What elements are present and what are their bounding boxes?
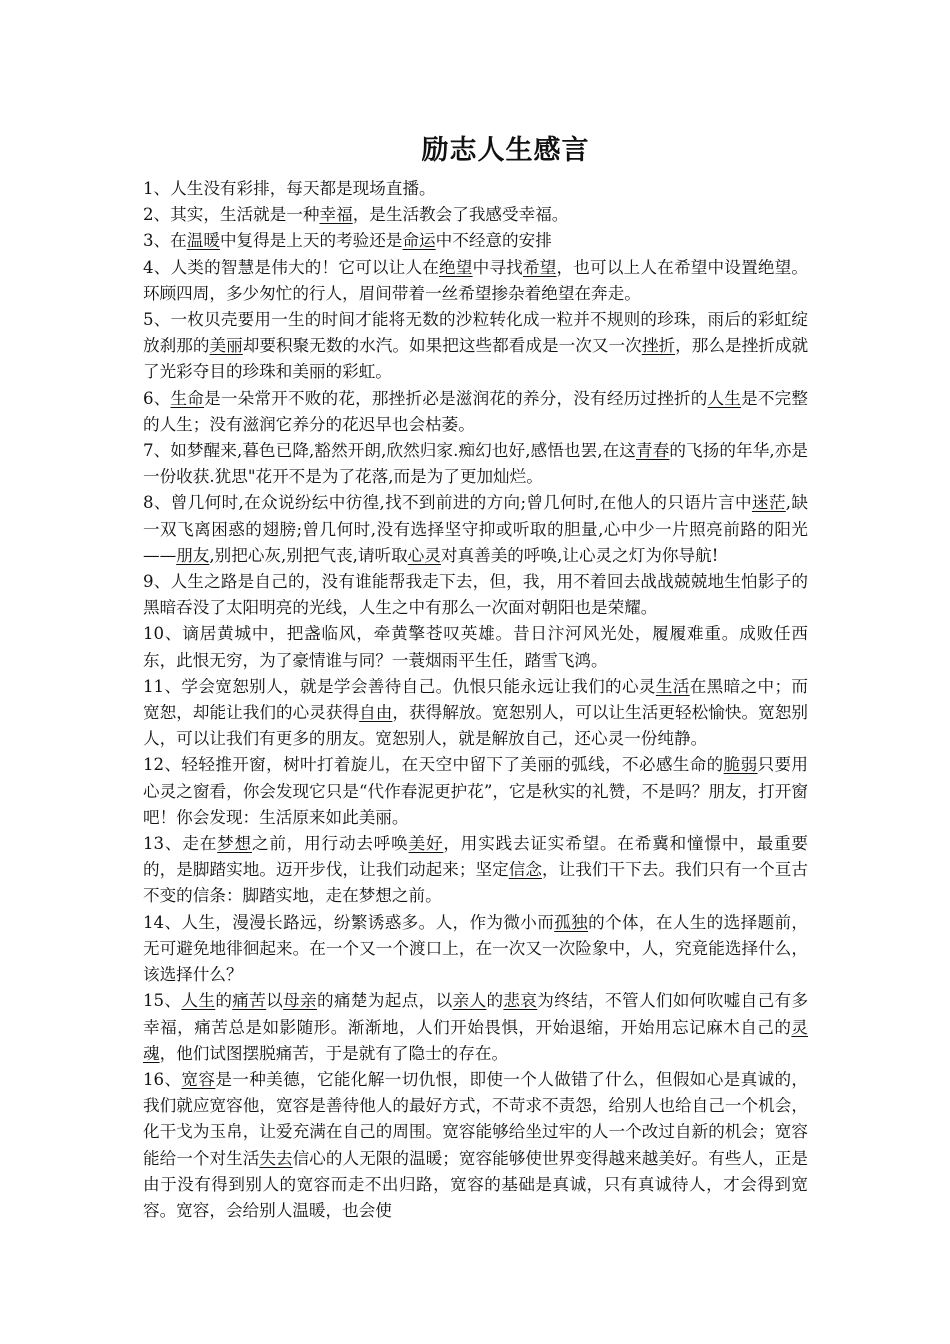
- hyperlink-word[interactable]: 自由: [359, 703, 393, 723]
- hyperlink-word[interactable]: 美丽: [209, 336, 243, 356]
- paragraph-text: 以: [266, 991, 284, 1011]
- paragraph-text: 1、人生没有彩排，每天都是现场直播。: [143, 179, 436, 198]
- paragraph-text: 7、如梦醒来,暮色已降,豁然开朗,欣然归家.痴幻也好,感悟也罢,在这: [143, 441, 636, 461]
- document-page: [143, 128, 808, 1224]
- paragraph-text: 13、走在: [143, 834, 218, 854]
- paragraph-text: 是一种美德，它能化解一切仇恨，即使一个人做错了什么，但假如心是真诚的，我们就应宽容他，宽容是善待他人的最好方式，不苛求不责怨，给别人也给自己一个机会，化干戈为玉帛，让爱充满在自己的周围。宽容能够给坐过牢的人一个改过自新的机会；宽容能给一个对生活: [143, 1069, 809, 1168]
- hyperlink-word[interactable]: 信念: [508, 860, 543, 880]
- quote-paragraph: [143, 621, 808, 673]
- hyperlink-word[interactable]: 生活: [655, 676, 690, 696]
- quote-paragraph: [143, 228, 808, 254]
- paragraph-text: ，那么是挫折成就了光彩夺目的珍珠和美丽的彩虹。: [143, 336, 809, 382]
- hyperlink-word[interactable]: 命运: [402, 231, 436, 251]
- quote-paragraph: [143, 674, 808, 753]
- paragraph-text: 14、人生，漫漫长路远，纷繁诱惑多。人，作为微小而: [143, 912, 555, 932]
- hyperlink-word[interactable]: 心灵: [407, 545, 441, 565]
- paragraph-text: 5、一枚贝壳要用一生的时间才能将无数的沙粒转化成一粒并不规则的珍珠，雨后的彩虹绽放刹那的: [143, 310, 808, 356]
- quote-paragraph: [143, 1067, 808, 1224]
- quote-paragraph: [143, 202, 808, 228]
- hyperlink-word[interactable]: 灵魂: [143, 1017, 808, 1063]
- hyperlink-word[interactable]: 幸福: [319, 205, 353, 225]
- quote-paragraph: [143, 438, 808, 490]
- paragraph-text: 对真善美的呼唤,让心灵之灯为你导航!: [440, 545, 719, 565]
- quote-paragraph: [143, 569, 808, 621]
- hyperlink-word[interactable]: 宽容: [181, 1069, 216, 1089]
- quote-paragraph: [143, 255, 808, 307]
- hyperlink-word[interactable]: 绝望: [439, 257, 473, 277]
- paragraph-text: 的痛楚为起点，以: [317, 991, 453, 1011]
- paragraph-text: ,别把心灰,别把气丧,请听取: [209, 545, 408, 565]
- hyperlink-word[interactable]: 亲人: [452, 991, 487, 1011]
- paragraph-text: 11、学会宽恕别人，就是学会善待自己。仇恨只能永远让我们的心灵: [143, 676, 656, 696]
- paragraph-text: ，获得解放。宽恕别人，可以让生活更轻松愉快。宽恕别人，可以让我们有更多的朋友。宽恕别人，就是解放自己，还心灵一份纯静。: [143, 703, 809, 749]
- paragraph-text: 6、: [143, 388, 171, 408]
- paragraph-text: 15、: [143, 991, 182, 1011]
- paragraph-text: 4、人类的智慧是伟大的！它可以让人在: [143, 257, 440, 277]
- quote-paragraph: [143, 176, 808, 202]
- hyperlink-word[interactable]: 孤独: [554, 912, 589, 932]
- hyperlink-word[interactable]: 温暖: [186, 231, 220, 251]
- quote-paragraph: [143, 910, 808, 989]
- paragraph-text: 中寻找: [472, 257, 523, 277]
- paragraph-text: 16、: [143, 1069, 182, 1089]
- quote-paragraph: [143, 988, 808, 1067]
- paragraph-text: ，也可以上人在希望中设置绝望。环顾四周，多少匆忙的行人，眉间带着一丝希望掺杂着绝望在奔走。: [143, 257, 809, 303]
- hyperlink-word[interactable]: 挫折: [641, 336, 676, 356]
- hyperlink-word[interactable]: 美好: [408, 834, 444, 854]
- paragraph-text: 中复得是上天的考验还是: [219, 231, 403, 251]
- quote-paragraph: [143, 307, 808, 386]
- paragraph-text: ，用实践去证实希望。在希冀和憧憬中，最重要的，是脚踏实地。迈开步伐，让我们动起来；坚定: [143, 834, 809, 880]
- hyperlink-word[interactable]: 人生: [707, 388, 742, 408]
- hyperlink-word[interactable]: 母亲: [283, 991, 317, 1011]
- paragraph-text: 的: [215, 991, 233, 1011]
- hyperlink-word[interactable]: 梦想: [217, 834, 252, 854]
- paragraph-text: ，他们试图摆脱痛苦，于是就有了隐士的存在。: [159, 1043, 509, 1063]
- hyperlink-word[interactable]: 悲哀: [503, 991, 538, 1011]
- paragraph-text: 2、其实，生活就是一种: [143, 205, 320, 225]
- paragraph-text: ,缺一双飞离困惑的翅膀;曾几何时,没有选择坚守抑或听取的胆量,心中少一片照亮前路的阳光——: [143, 493, 808, 565]
- hyperlink-word[interactable]: 迷茫: [751, 493, 786, 513]
- paragraph-text: 的个体，在人生的选择题前，无可避免地徘徊起来。在一个又一个渡口上，在一次又一次险象中，人，究竟能选择什么，该选择什么？: [143, 912, 809, 985]
- paragraph-text: 12、轻轻推开窗，树叶打着旋儿，在天空中留下了美丽的弧线，不必感生命的: [143, 755, 724, 775]
- hyperlink-word[interactable]: 脆弱: [723, 755, 758, 775]
- paragraph-text: 在黑暗之中；而宽恕，却能让我们的心灵获得: [143, 676, 808, 723]
- hyperlink-word[interactable]: 生命: [170, 388, 205, 408]
- paragraph-text: 9、人生之路是自己的，没有谁能帮我走下去，但，我，用不着回去战战兢兢地生怕影子的黑暗吞没了太阳明亮的光线，人生之中有那么一次面对朝阳也是荣耀。: [143, 572, 808, 618]
- quote-paragraph: [143, 752, 808, 831]
- paragraph-text: 3、在: [143, 231, 187, 251]
- hyperlink-word[interactable]: 朋友: [176, 545, 210, 565]
- paragraph-text: 的: [486, 991, 504, 1011]
- paragraph-text: 只要用心灵之窗看，你会发现它只是“代作春泥更护花”，它是秋实的礼赞，不是吗？朋友，打开窗吧！你会发现：生活原来如此美丽。: [143, 755, 808, 827]
- paragraph-text: ，让我们干下去。我们只有一个亘古不变的信条：脚踏实地，走在梦想之前。: [143, 860, 809, 906]
- paragraph-text: 信心的人无限的温暖；宽容能够使世界变得越来越美好。有些人，正是由于没有得到别人的宽容而走不出归路，宽容的基础是真诚，只有真诚待人，才会得到宽容。宽容，会给别人温暖，也会使: [143, 1148, 809, 1220]
- paragraph-text: ，是生活教会了我感受幸福。: [352, 205, 569, 225]
- quote-paragraph: [143, 831, 808, 910]
- quote-paragraph: [143, 490, 808, 569]
- hyperlink-word[interactable]: 痛苦: [232, 991, 267, 1011]
- document-title: 励志人生感言: [421, 135, 590, 166]
- paragraph-text: 的飞扬的年华,亦是一份收获.犹思"花开不是为了花落,而是为了更加灿烂。: [143, 441, 808, 487]
- hyperlink-word[interactable]: 失去: [259, 1148, 293, 1168]
- paragraph-text: 为终结，不管人们如何吹嘘自己有多幸福，痛苦总是如影随形。渐渐地，人们开始畏惧，开始退缩，开始用忘记麻木自己的: [143, 991, 809, 1037]
- quote-paragraph: [143, 386, 808, 438]
- paragraph-text: 中不经意的安排: [435, 231, 552, 251]
- hyperlink-word[interactable]: 希望: [522, 257, 557, 277]
- paragraph-text: 却要积聚无数的水汽。如果把这些都看成是一次又一次: [242, 336, 642, 356]
- paragraph-text: 是一朵常开不败的花，那挫折必是滋润花的养分，没有经历过挫折的: [204, 388, 708, 408]
- paragraph-text: 10、谪居黄城中，把盏临风，牵黄擎苍叹英雄。昔日汴河风光处，履履难重。成败任西东，此恨无穷，为了豪情谁与同？一蓑烟雨平生任，踏雪飞鸿。: [143, 624, 808, 670]
- document-body: [143, 176, 808, 1224]
- paragraph-text: 之前，用行动去呼唤: [251, 834, 409, 854]
- hyperlink-word[interactable]: 人生: [181, 991, 216, 1011]
- hyperlink-word[interactable]: 青春: [635, 441, 670, 461]
- paragraph-text: 是不完整的人生；没有滋润它养分的花迟早也会枯萎。: [143, 388, 809, 434]
- paragraph-text: 8、曾几何时,在众说纷纭中彷徨,找不到前进的方向;曾几何时,在他人的只语片言中: [143, 493, 752, 513]
